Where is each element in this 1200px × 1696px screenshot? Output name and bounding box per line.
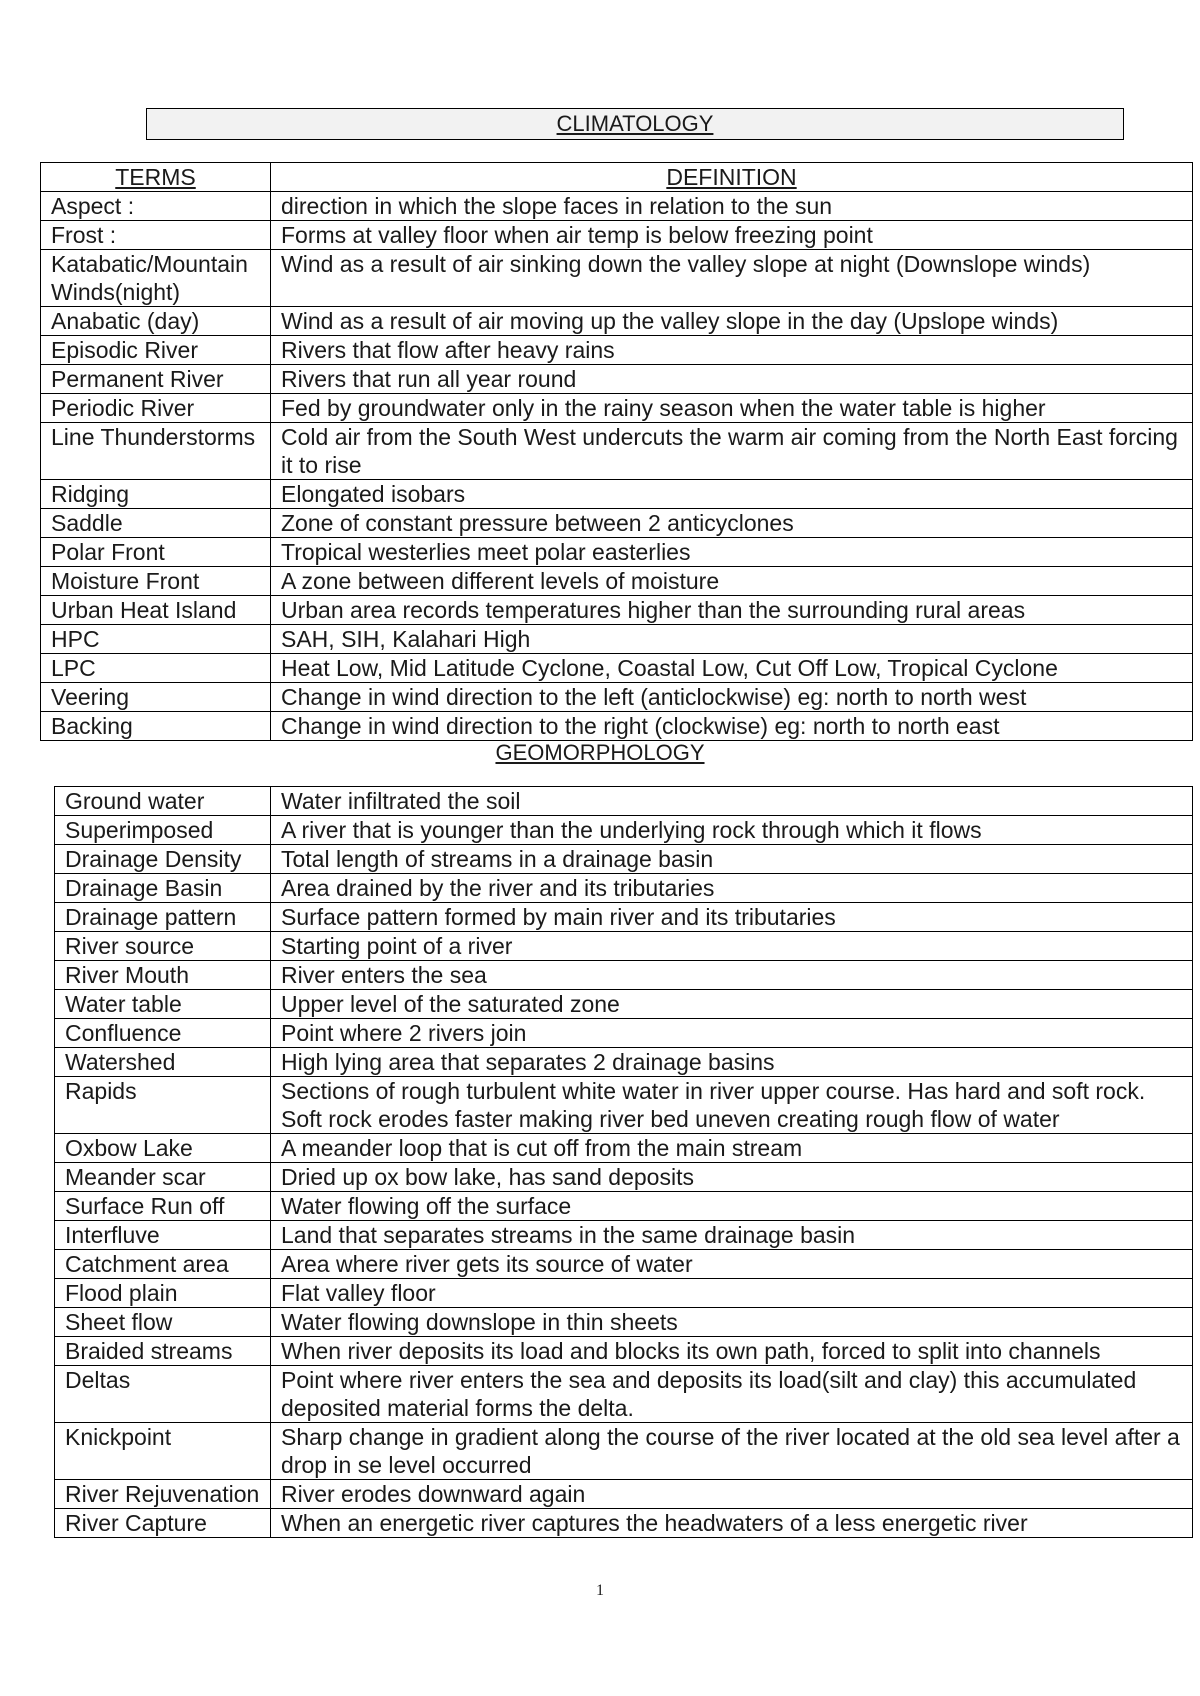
term-cell: Saddle [41,509,271,538]
definition-cell: Urban area records temperatures higher than the surrounding rural areas [271,596,1193,625]
table-row [41,567,1193,596]
term-cell: Watershed [55,1048,271,1077]
term-cell: River Capture [55,1509,271,1538]
term-cell: Meander scar [55,1163,271,1192]
definition-cell: Point where 2 rivers join [271,1019,1193,1048]
term-cell: Ground water [55,787,271,816]
table-row [55,1480,1193,1509]
term-cell: Surface Run off [55,1192,271,1221]
term-cell: Line Thunderstorms [41,423,271,480]
term-cell: Superimposed [55,816,271,845]
definition-cell: Zone of constant pressure between 2 anticyclones [271,509,1193,538]
table-row [55,1337,1193,1366]
definition-cell: Sharp change in gradient along the course of the river located at the old sea level after a drop in se level occurred [271,1423,1193,1480]
definition-cell: Flat valley floor [271,1279,1193,1308]
definition-cell: Wind as a result of air sinking down the valley slope at night (Downslope winds) [271,250,1193,307]
term-cell: Braided streams [55,1337,271,1366]
term-cell: Urban Heat Island [41,596,271,625]
climatology-table [40,162,1193,741]
definition-cell: Change in wind direction to the left (anticlockwise) eg: north to north west [271,683,1193,712]
definition-cell: Change in wind direction to the right (clockwise) eg: north to north east [271,712,1193,741]
table-row [41,654,1193,683]
term-cell: Anabatic (day) [41,307,271,336]
table-row [55,1048,1193,1077]
definition-cell: Forms at valley floor when air temp is below freezing point [271,221,1193,250]
table-row [41,394,1193,423]
term-cell: Backing [41,712,271,741]
term-cell: Water table [55,990,271,1019]
definition-cell: Water flowing downslope in thin sheets [271,1308,1193,1337]
term-cell: Sheet flow [55,1308,271,1337]
definition-cell: Water flowing off the surface [271,1192,1193,1221]
definition-cell: Land that separates streams in the same drainage basin [271,1221,1193,1250]
table-row [41,250,1193,307]
table-row [41,480,1193,509]
term-cell: LPC [41,654,271,683]
table-row [55,1077,1193,1134]
term-cell: Confluence [55,1019,271,1048]
table-row [55,1134,1193,1163]
definition-cell: Elongated isobars [271,480,1193,509]
term-cell: Permanent River [41,365,271,394]
table-row [55,990,1193,1019]
definition-cell: Rivers that run all year round [271,365,1193,394]
definition-cell: SAH, SIH, Kalahari High [271,625,1193,654]
table-row [55,1019,1193,1048]
definition-header: DEFINITION [271,163,1193,192]
term-cell: Oxbow Lake [55,1134,271,1163]
terms-header: TERMS [41,163,271,192]
table-row [41,509,1193,538]
page-number: 1 [596,1582,604,1599]
table-header-row [41,163,1193,192]
definition-cell: Rivers that flow after heavy rains [271,336,1193,365]
table-row [55,1423,1193,1480]
term-cell: Knickpoint [55,1423,271,1480]
table-row [41,683,1193,712]
term-cell: Interfluve [55,1221,271,1250]
definition-cell: A river that is younger than the underlying rock through which it flows [271,816,1193,845]
table-row [41,365,1193,394]
definition-cell: Starting point of a river [271,932,1193,961]
term-cell: Drainage pattern [55,903,271,932]
table-row [55,1221,1193,1250]
table-row [41,712,1193,741]
table-row [55,1163,1193,1192]
table-row [55,1250,1193,1279]
table-row [41,596,1193,625]
term-cell: Polar Front [41,538,271,567]
term-cell: Rapids [55,1077,271,1134]
definition-cell: River enters the sea [271,961,1193,990]
definition-cell: When river deposits its load and blocks its own path, forced to split into channels [271,1337,1193,1366]
definition-cell: Point where river enters the sea and deposits its load(silt and clay) this accumulated deposited material forms the delta. [271,1366,1193,1423]
climatology-title: CLIMATOLOGY [146,108,1124,140]
definition-cell: High lying area that separates 2 drainage basins [271,1048,1193,1077]
climatology-table-body [41,192,1193,741]
table-row [55,787,1193,816]
table-row [55,1192,1193,1221]
definition-cell: Upper level of the saturated zone [271,990,1193,1019]
term-cell: Ridging [41,480,271,509]
definition-cell: Water infiltrated the soil [271,787,1193,816]
definition-cell: Total length of streams in a drainage basin [271,845,1193,874]
table-row [55,903,1193,932]
geomorphology-title: GEOMORPHOLOGY [495,740,705,765]
table-row [55,874,1193,903]
definition-cell: A zone between different levels of moisture [271,567,1193,596]
term-cell: Veering [41,683,271,712]
table-row [41,307,1193,336]
definition-cell: Sections of rough turbulent white water in river upper course. Has hard and soft rock. Soft rock erodes faster making river bed uneven creating rough flow of water [271,1077,1193,1134]
term-cell: Drainage Density [55,845,271,874]
term-cell: River Rejuvenation [55,1480,271,1509]
table-row [55,1509,1193,1538]
definition-cell: Surface pattern formed by main river and its tributaries [271,903,1193,932]
table-row [55,816,1193,845]
definition-cell: Heat Low, Mid Latitude Cyclone, Coastal Low, Cut Off Low, Tropical Cyclone [271,654,1193,683]
table-row [55,961,1193,990]
term-cell: Flood plain [55,1279,271,1308]
table-row [55,845,1193,874]
term-cell: River source [55,932,271,961]
term-cell: HPC [41,625,271,654]
definition-cell: Tropical westerlies meet polar easterlies [271,538,1193,567]
table-row [55,1366,1193,1423]
term-cell: Katabatic/Mountain Winds(night) [41,250,271,307]
definition-cell: Area drained by the river and its tributaries [271,874,1193,903]
term-cell: Episodic River [41,336,271,365]
term-cell: Catchment area [55,1250,271,1279]
table-row [55,1308,1193,1337]
table-row [55,932,1193,961]
definition-cell: Wind as a result of air moving up the valley slope in the day (Upslope winds) [271,307,1193,336]
table-row [41,192,1193,221]
term-cell: Frost : [41,221,271,250]
definition-cell: A meander loop that is cut off from the main stream [271,1134,1193,1163]
table-row [41,221,1193,250]
table-row [55,1279,1193,1308]
term-cell: Moisture Front [41,567,271,596]
term-cell: Aspect : [41,192,271,221]
definition-cell: River erodes downward again [271,1480,1193,1509]
term-cell: Deltas [55,1366,271,1423]
definition-cell: direction in which the slope faces in relation to the sun [271,192,1193,221]
term-cell: Periodic River [41,394,271,423]
table-row [41,423,1193,480]
definition-cell: When an energetic river captures the headwaters of a less energetic river [271,1509,1193,1538]
definition-cell: Dried up ox bow lake, has sand deposits [271,1163,1193,1192]
table-row [41,336,1193,365]
table-row [41,538,1193,567]
table-row [41,625,1193,654]
geomorphology-table [54,786,1193,1538]
term-cell: River Mouth [55,961,271,990]
definition-cell: Cold air from the South West undercuts the warm air coming from the North East forcing it to rise [271,423,1193,480]
definition-cell: Fed by groundwater only in the rainy season when the water table is higher [271,394,1193,423]
geomorphology-table-body [55,787,1193,1538]
definition-cell: Area where river gets its source of water [271,1250,1193,1279]
term-cell: Drainage Basin [55,874,271,903]
